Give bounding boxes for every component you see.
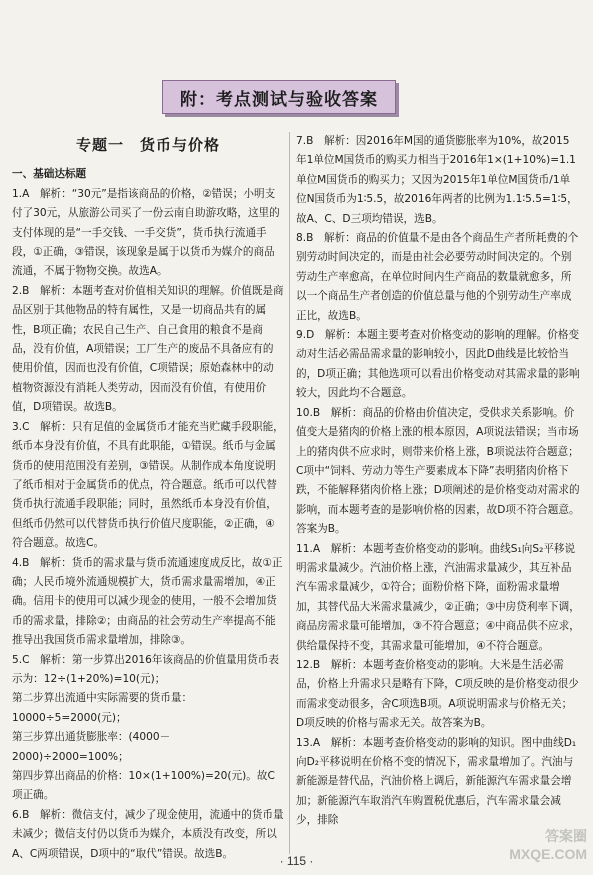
section-heading: 一、基础达标题 <box>12 168 87 181</box>
answer-7: 7.B 解析：因2016年M国的通货膨胀率为10%，故2015年1单位M国货币的购买力相当于2016年1×(1+10%)=1.1单位M国货币的购买力；又因为2015年1单位M国货币/1单位N国货币为1∶5.5，故2016年两者的比例为1.1∶5.5=1∶5，故A、C、D三项均错误，选B。 <box>296 135 578 225</box>
appendix-banner: 附：考点测试与验收答案 <box>162 80 396 114</box>
answer-3: 3.C 解析：只有足值的金属货币才能充当贮藏手段职能，纸币本身没有价值，不具有此职能，①错误。纸币与金属货币的使用范围没有差别，③错误。从制作成本角度说明了纸币相对于金属货币的优点，符合题意。纸币可以代替货币执行流通手段职能；同时，虽然纸币本身没有价值，但纸币仍然可以代替货币执行价值尺度职能，②正确，④符合题意。故选C。 <box>12 420 284 550</box>
watermark-logo <box>489 827 587 867</box>
answer-6: 6.B 解析：微信支付，减少了现金使用，流通中的货币量未减少；微信支付仍以货币为媒介，本质没有改变，所以A、C两项错误，D项中的“取代”错误。故选B。 <box>12 808 284 860</box>
watermark-text-cn: 答案圈 <box>545 828 587 844</box>
topic-title: 专题一 货币与价格 <box>75 136 220 154</box>
answer-5-step-1: 5.C 解析：第一步算出2016年该商品的价值量用货币表示为：12÷(1+20%)=10(元)； <box>12 653 279 685</box>
page-number: · 115 · <box>279 854 314 868</box>
answer-9: 9.D 解析：本题主要考查对价格变动的影响的理解。价格变动对生活必需品需求量的影响较小，因此D曲线是比较恰当的，D项正确；其他选项可以看出价格变动对其需求量的影响较大，因此均不合题意。 <box>296 329 580 400</box>
answer-8: 8.B 解析：商品的价值量不是由各个商品生产者所耗费的个别劳动时间决定的，而是由社会必要劳动时间决定的。个别劳动生产率愈高，在单位时间内生产商品的数量就愈多，所以一个商品生产者创造的价值总量与他的个别劳动生产率成正比，故选B。 <box>296 232 579 322</box>
answer-10: 10.B 解析：商品的价格由价值决定，受供求关系影响。价值变大是猪肉的价格上涨的根本原因，A项说法错误；当市场上的猪肉供不应求时，则带来价格上涨，B项说法符合题意；C项中“饲料、劳动力等生产要素成本下降”表明猪肉价格下跌，不能解释猪肉价格上涨；D项阐述的是价格变动对需求的影响，而本题考查的是影响价格的因素，故D项不符合题意。答案为B。 <box>296 406 580 536</box>
left-column <box>12 132 284 864</box>
answer-11: 11.A 解析：本题考查价格变动的影响。曲线S₁向S₂平移说明需求量减少。汽油价格上涨，汽油需求量减少，其互补品汽车需求量减少，①符合；面粉价格下降，面粉需求量增加，其替代品大米需求量减少，②正确；③中房贷利率下调，商品房需求量可能增加，③不符合题意；④中商品供不应求，供给量保持不变，其需求量可能增加，④不符合题意。 <box>296 542 580 652</box>
answer-2: 2.B 解析：本题考查对价值相关知识的理解。价值既是商品区别于其他物品的特有属性，又是一切商品共有的属性，B项正确；农民自己生产、自己食用的粮食不是商品，没有价值，A项错误；工厂生产的废品不具备应有的使用价值，因而也没有价值，C项错误；原始森林中的动植物资源没有消耗人类劳动，因而没有价值，有使用价值，D项错误。故选B。 <box>12 284 284 414</box>
answer-5-step-3: 第三步算出通货膨胀率：(4000－2000)÷2000=100%； <box>12 731 171 763</box>
answer-5-step-2: 第二步算出流通中实际需要的货币量：10000÷5=2000(元)； <box>12 692 193 724</box>
answer-13: 13.A 解析：本题考查价格变动的影响的知识。图中曲线D₁向D₂平移说明在价格不变的情况下，需求量增加了。汽油与新能源是替代品，汽油价格上调后，新能源汽车需求量会增加；新能源汽车取消汽车购置税优惠后，汽车需求量会减少，排除 <box>296 736 577 827</box>
answer-1: 1.A 解析：“30元”是指该商品的价格，②错误；小明支付了30元，从旅游公司买了一份云南自助游攻略，这里的支付体现的是“一手交钱、一手交货”，货币执行流通手段，①正确，③错误，该现象是属于以货币为媒介的商品流通，不属于物物交换。故选A。 <box>12 187 280 278</box>
column-divider <box>289 132 290 854</box>
answer-12: 12.B 解析：本题考查价格变动的影响。大米是生活必需品，价格上升需求只是略有下降，C项反映的是价格变动很少而需求变动很多，舍C项选B项。A项说明需求与价格无关；D项反映的价格与需求无关。故答案为B。 <box>296 658 579 730</box>
right-column <box>296 132 580 831</box>
answer-4: 4.B 解析：货币的需求量与货币流通速度成反比，故①正确；人民币境外流通规模扩大，货币需求量需增加，④正确。信用卡的使用可以减少现金的使用，一般不会增加货币的需求量，排除②；由商品的社会劳动生产率提高不能推导出我国货币需求量增加，排除③。 <box>12 556 283 647</box>
watermark-text-url: MXQE.COM <box>509 846 587 862</box>
answer-5-step-4: 第四步算出商品的价格：10×(1+100%)=20(元)。故C项正确。 <box>12 770 275 802</box>
